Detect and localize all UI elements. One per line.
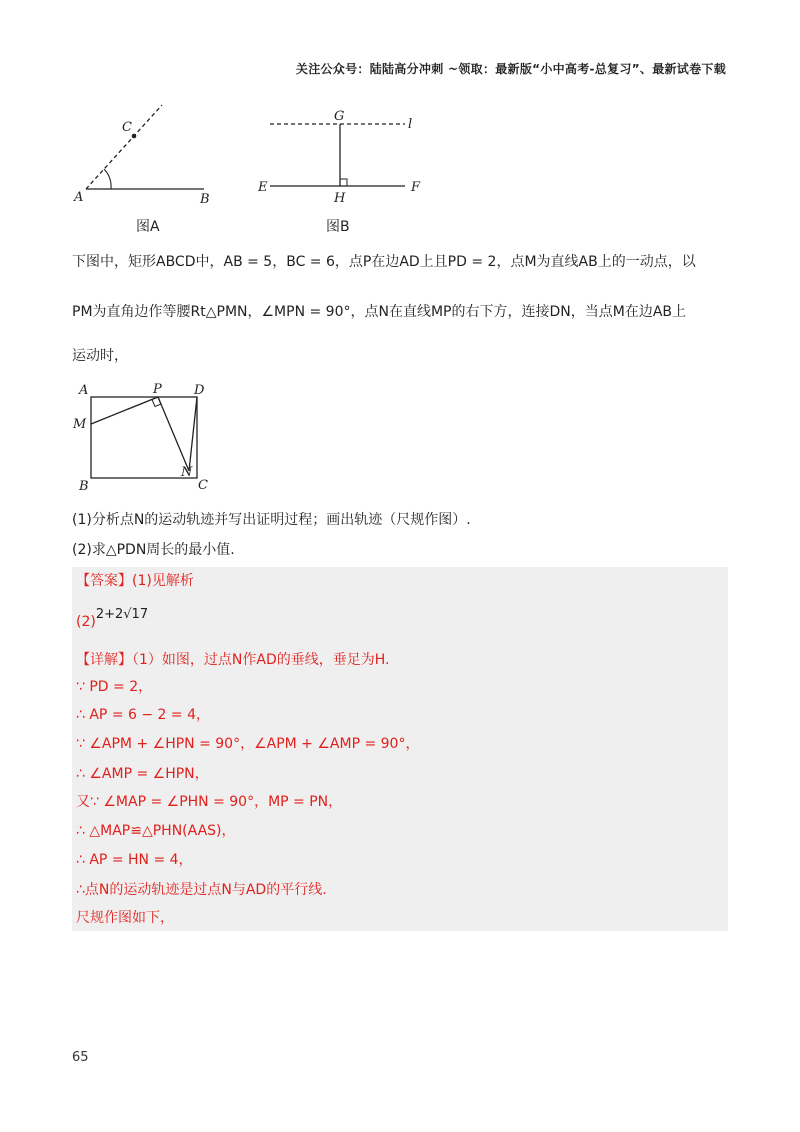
label-c: C [198, 478, 208, 493]
solution-line-9 [76, 908, 174, 928]
solution-line-4 [76, 764, 209, 784]
label-e: E [258, 180, 268, 195]
solution-text-9: 尺规作图如下， [76, 910, 174, 926]
solution-line-3 [76, 734, 419, 754]
question-1: (1)分析点N的运动轨迹并写出证明过程；画出轨迹（尺规作图）. [72, 512, 471, 528]
answer-label: 【答案】 [76, 573, 132, 589]
solution-text-8: ∴点N的运动轨迹是过点N与AD的平行线. [76, 882, 327, 898]
problem-line-1: 下图中，矩形ABCD中，AB = 5，BC = 6，点P在边AD上且PD = 2，点M为直线AB上的一动点，以 [72, 254, 696, 270]
label-f: F [411, 180, 421, 195]
solution-line-5 [76, 792, 342, 812]
segment-nd [189, 397, 197, 471]
label-b: B [200, 192, 210, 207]
label-d: D [194, 383, 205, 398]
solution-text-0: （1）如图，过点N作AD的垂线，垂足为H. [132, 652, 390, 668]
problem-line-2: PM为直角边作等腰Rt△PMN，∠MPN = 90°，点N在直线MP的右下方，连接DN，当点M在边AB上 [72, 304, 686, 320]
segment-mp [91, 397, 158, 424]
solution-text-5: 又∵ ∠MAP = ∠PHN = 90°，MP = PN， [76, 794, 343, 810]
answer-part-1: (1)见解析 [132, 573, 194, 589]
ray-ac-dashed [86, 105, 162, 189]
angle-arc [104, 169, 111, 189]
solution-text-1: ∵ PD = 2， [76, 679, 153, 695]
label-m: M [73, 417, 87, 432]
label-n: N [181, 465, 193, 480]
question-2: (2)求△PDN周长的最小值. [72, 542, 235, 558]
label-b: B [79, 479, 89, 494]
solution-text-2: ∴ AP = 6 − 2 = 4， [76, 707, 210, 723]
label-h: H [334, 191, 346, 205]
answer-part-2-prefix: (2) [76, 614, 96, 630]
solution-text-4: ∴ ∠AMP = ∠HPN， [76, 766, 209, 782]
label-a: A [74, 190, 84, 205]
right-angle-mark [340, 179, 347, 186]
answer-line-1 [76, 571, 194, 591]
solution-label: 【详解】 [76, 652, 132, 668]
problem-line-3: 运动时， [72, 348, 128, 364]
solution-line-1 [76, 677, 152, 697]
solution-line-0 [76, 650, 389, 670]
label-a: A [79, 383, 89, 398]
solution-text-7: ∴ AP = HN = 4， [76, 852, 193, 868]
label-g: G [334, 109, 345, 124]
rectangle-figure [70, 378, 220, 496]
page-header: 关注公众号：陆陆高分冲刺 ~领取：最新版“小中高考-总复习”、最新试卷下载 [295, 62, 726, 76]
answer-line-2 [76, 604, 149, 630]
solution-line-7 [76, 850, 193, 870]
solution-line-6 [76, 821, 236, 841]
solution-text-6: ∴ △MAP≌△PHN(AAS)， [76, 823, 236, 839]
label-c: C [122, 120, 132, 135]
answer-part-2-value: 2+2√17 [95, 607, 149, 622]
solution-line-8 [76, 880, 327, 900]
page-number: 65 [72, 1050, 89, 1065]
label-p: P [153, 382, 162, 397]
segment-pn [158, 397, 189, 471]
figure-b-caption: 图B [326, 219, 350, 235]
figure-a [70, 95, 220, 210]
solution-text-3: ∵ ∠APM + ∠HPN = 90°，∠APM + ∠AMP = 90°， [76, 736, 420, 752]
solution-line-2 [76, 705, 210, 725]
label-l: l [408, 117, 413, 132]
figure-b [255, 105, 430, 205]
point-c [132, 134, 137, 139]
figure-a-caption: 图A [136, 219, 160, 235]
